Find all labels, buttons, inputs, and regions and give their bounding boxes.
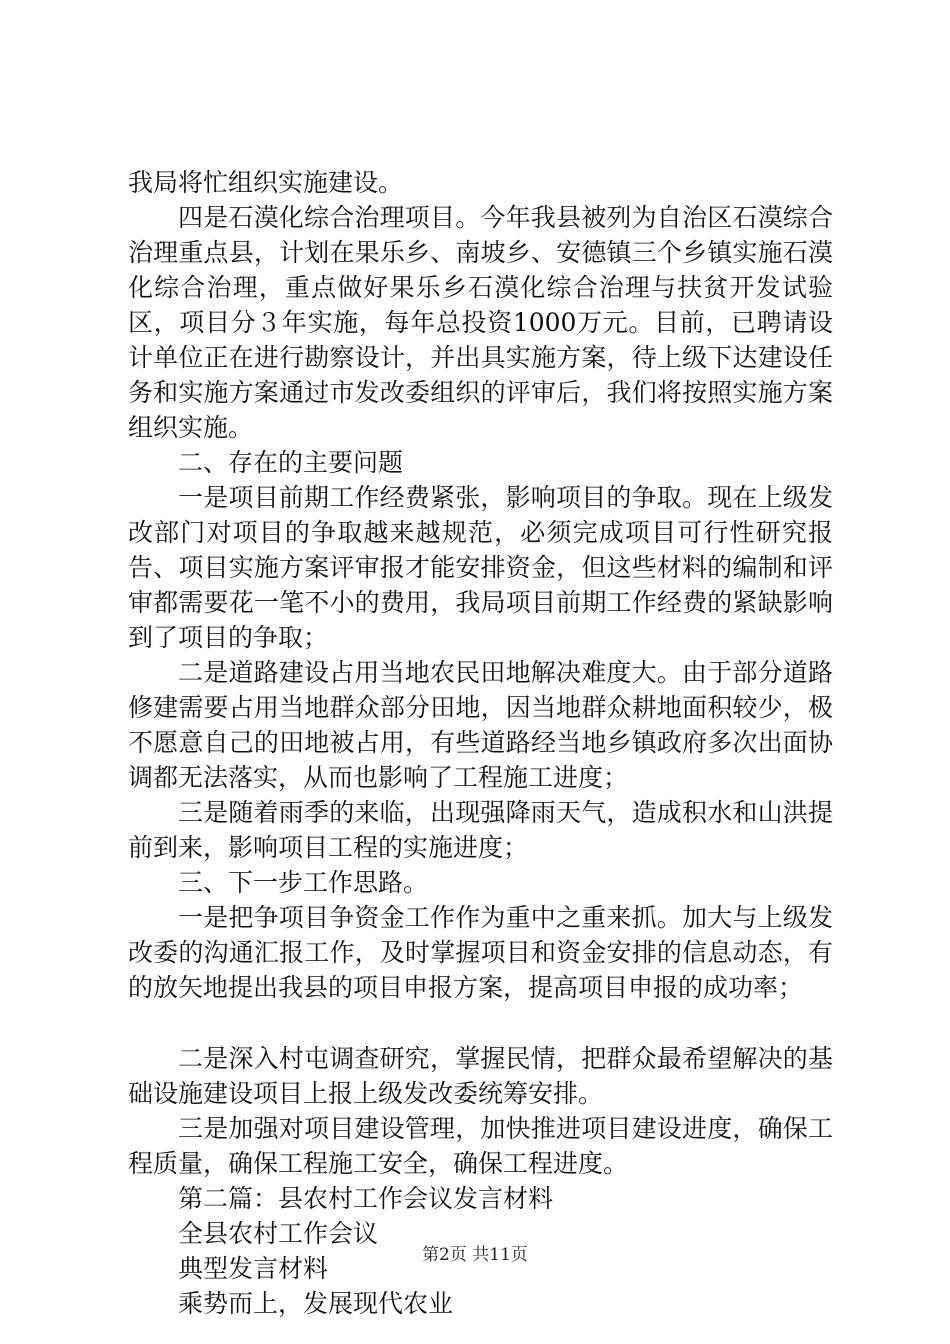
speech-title: 乘势而上，发展现代农业 xyxy=(178,1289,454,1318)
paragraph-problem-two: 二是道路建设占用当地农民田地解决难度大。由于部分道路修建需要占用当地群众部分田地，因当地群众耕地面积较少，极不愿意自己的田地被占用，有些道路经当地乡镇政府多次出面协调都无法落实，从而也影响了工程施工进度； xyxy=(128,658,833,792)
paragraph-item-four: 四是石漠化综合治理项目。今年我县被列为自治区石漠综合治理重点县，计划在果乐乡、南坡乡、安德镇三个乡镇实施石漠化综合治理，重点做好果乐乡石漠化综合治理与扶贫开发试验区，项目分３年实施，每年总投资1000万元。目前，已聘请设计单位正在进行勘察设计，并出具实施方案，待上级下达建设任务和实施方案通过市发改委组织的评审后，我们将按照实施方案组织实施。 xyxy=(128,203,833,442)
meeting-title: 全县农村工作会议 xyxy=(178,1219,379,1248)
paragraph-problem-one: 一是项目前期工作经费紧张，影响项目的争取。现在上级发改部门对项目的争取越来越规范，必须完成项目可行性研究报告、项目实施方案评审报才能安排资金，但这些材料的编制和评审都需要花一笔不小的费用，我局项目前期工作经费的紧缺影响到了项目的争取； xyxy=(128,483,833,652)
document-body xyxy=(128,165,833,1321)
paragraph-step-two: 二是深入村屯调查研究，掌握民情，把群众最希望解决的基础设施建设项目上报上级发改委统筹安排。 xyxy=(128,1044,833,1108)
chapter-title: 第二篇：县农村工作会议发言材料 xyxy=(178,1184,554,1213)
page-number-footer: 第2页 共11页 xyxy=(422,1245,528,1265)
blank-line xyxy=(128,1005,833,1041)
paragraph-step-three: 三是加强对项目建设管理，加快推进项目建设进度，确保工程质量，确保工程施工安全，确保工程进度。 xyxy=(128,1114,833,1178)
material-title: 典型发言材料 xyxy=(178,1254,329,1283)
paragraph-problem-three: 三是随着雨季的来临，出现强降雨天气，造成积水和山洪提前到来，影响项目工程的实施进度； xyxy=(128,798,833,862)
paragraph-continuation: 我局将忙组织实施建设。 xyxy=(128,168,404,197)
section-heading-problems: 二、存在的主要问题 xyxy=(178,448,404,477)
paragraph-step-one: 一是把争项目争资金工作作为重中之重来抓。加大与上级发改委的沟通汇报工作，及时掌握项目和资金安排的信息动态，有的放矢地提出我县的项目申报方案，提高项目申报的成功率； xyxy=(128,903,833,1002)
section-heading-next-steps: 三、下一步工作思路。 xyxy=(178,868,429,897)
